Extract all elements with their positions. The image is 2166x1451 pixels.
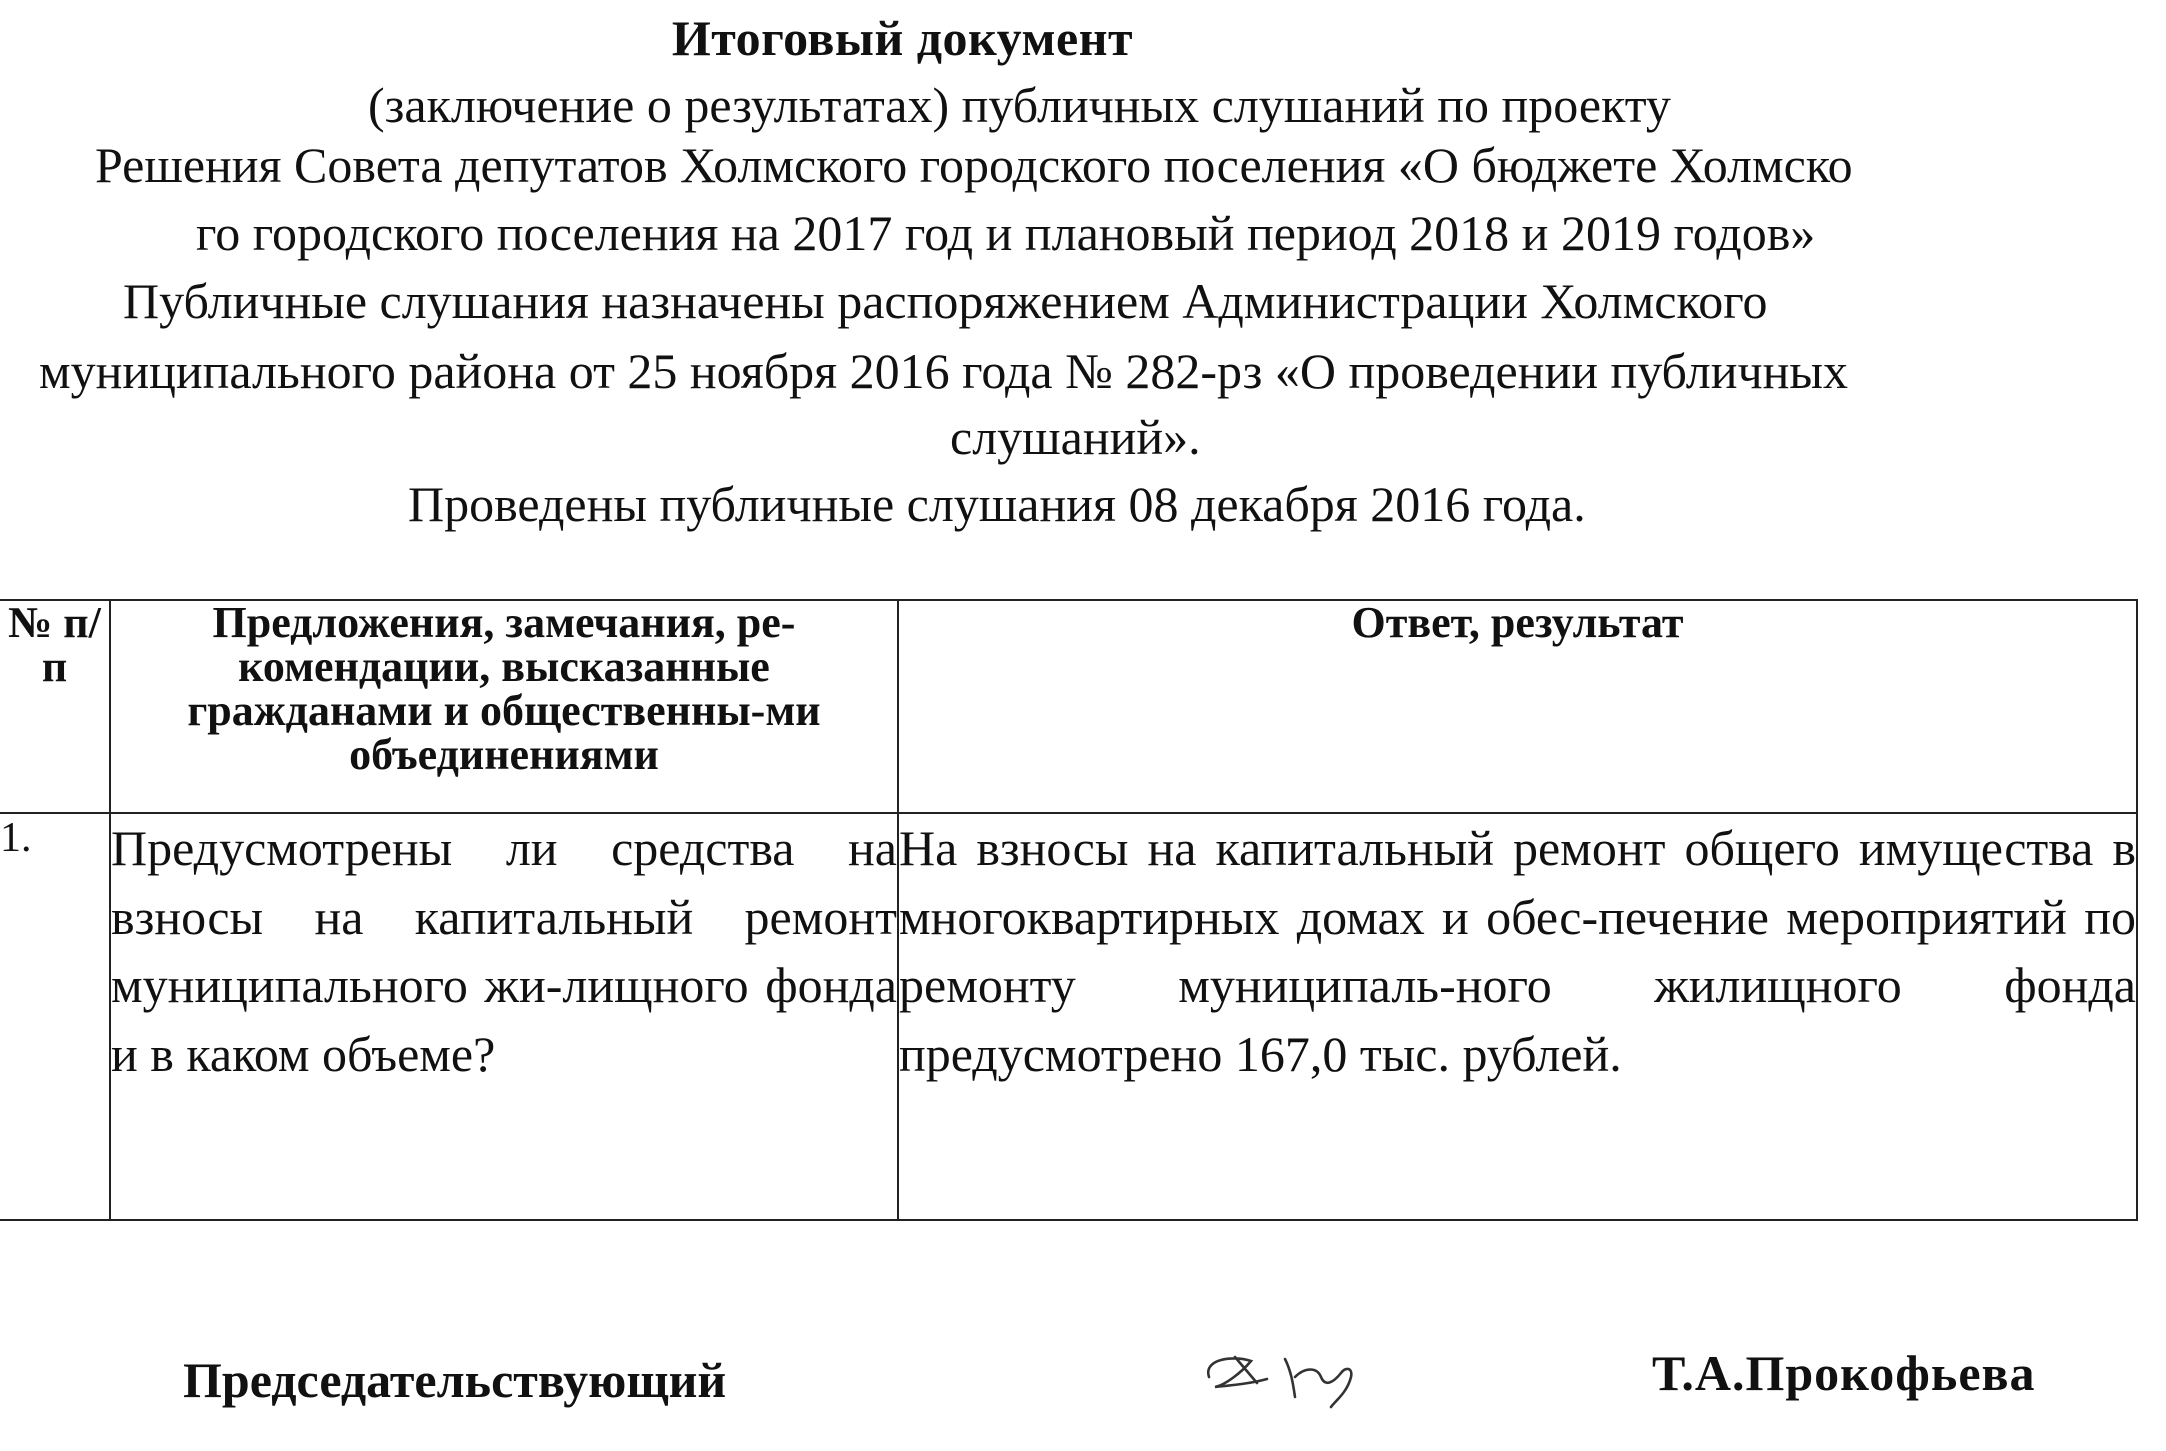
chairperson-name: Т.А.Прокофьева [1652,1345,2036,1401]
document-title: Итоговый документ [671,10,1134,66]
header-line: го городского поселения на 2017 год и плановый период 2018 и 2019 годов» [196,205,1816,261]
header-line: муниципального района от 25 ноября 2016 года № 282-рз «О проведении публичных [39,343,1848,399]
row-proposal: Предусмотрены ли средства на взносы на капитальный ремонт муниципального жи-лищного фонда и в каком объеме? [110,813,898,1220]
table-header-row [0,600,2137,813]
row-answer: На взносы на капитальный ремонт общего имущества в многоквартирных домах и обес-печение мероприятий по ремонту муниципаль-ного жилищного фонда предусмотрено 167,0 тыс. рублей. [898,813,2137,1220]
header-line: (заключение о результатах) публичных слушаний по проекту [368,77,1671,133]
handwritten-signature [1195,1337,1415,1417]
chairperson-label: Председательствующий [183,1352,727,1408]
header-line: Проведены публичные слушания 08 декабря 2016 года. [408,476,1586,532]
row-number: 1. [0,813,110,1220]
header-line: слушаний». [950,409,1201,465]
header-number: № п/п [0,600,110,813]
header-line: Решения Совета депутатов Холмского городского поселения «О бюджете Холмско [95,137,1853,193]
header-line: Публичные слушания назначены распоряжением Администрации Холмского [123,273,1768,329]
hearing-results-table [0,599,2138,1221]
table-row [0,813,2137,1220]
header-proposals: Предложения, замечания, ре-комендации, высказанные гражданами и общественны-ми объединениями [110,600,898,813]
header-answer: Ответ, результат [898,600,2137,813]
